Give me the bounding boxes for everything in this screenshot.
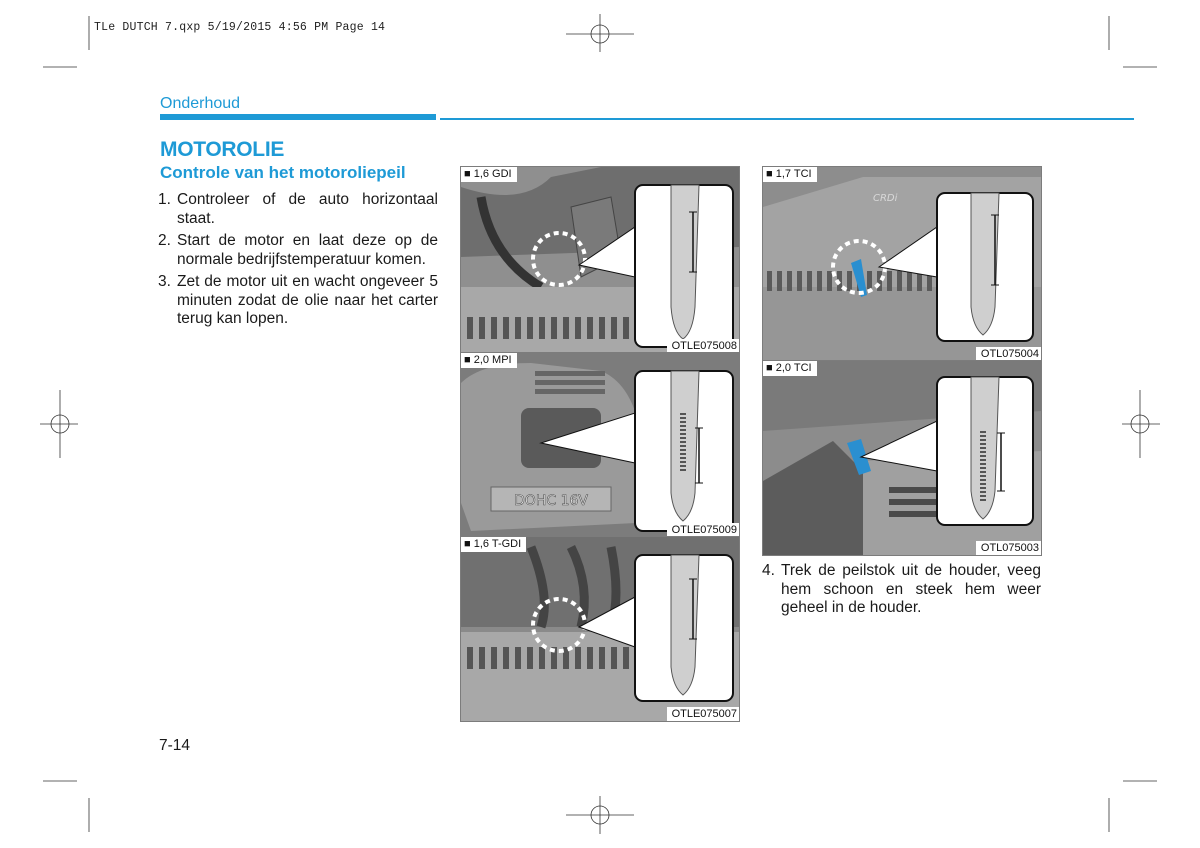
section-rule — [440, 118, 1134, 120]
step-item — [158, 191, 438, 228]
step-list — [158, 191, 438, 333]
engine-illustration — [763, 361, 1041, 555]
page-number: 7-14 — [159, 737, 191, 754]
step-number: 1. — [158, 191, 171, 208]
step-number: 4. — [762, 562, 775, 579]
figure-code: OTLE075007 — [667, 707, 739, 721]
step-number: 2. — [158, 232, 171, 249]
figure-code: OTLE075008 — [667, 339, 739, 353]
figure-label: ■ 2,0 MPI — [461, 353, 517, 368]
step-number: 3. — [158, 273, 171, 290]
engine-illustration — [763, 167, 1041, 361]
step-text: Trek de peilstok uit de houder, veeg hem schoon en steek hem weer geheel in de houder. — [781, 562, 1041, 616]
figure-label: ■ 2,0 TCI — [763, 361, 817, 376]
cover-text: CRDi — [873, 193, 898, 204]
step-item — [158, 273, 438, 329]
engine-illustration — [461, 353, 739, 537]
engine-illustration — [461, 167, 739, 353]
page-title: MOTOROLIE — [160, 138, 285, 161]
page-subtitle: Controle van het motoroliepeil — [160, 163, 406, 182]
print-slug: TLe DUTCH 7.qxp 5/19/2015 4:56 PM Page 14 — [94, 21, 386, 34]
section-header: Onderhoud — [160, 95, 241, 112]
figure-1-6-gdi — [460, 166, 740, 354]
cover-text: DOHC 16V — [514, 493, 588, 509]
figure-2-0-tci — [762, 360, 1042, 556]
step-text: Controleer of de auto horizontaal staat. — [177, 191, 438, 227]
figure-1-6-t-gdi — [460, 536, 740, 722]
step-item — [762, 562, 1041, 618]
figure-label: ■ 1,6 GDI — [461, 167, 517, 182]
step-text: Zet de motor uit en wacht ongeveer 5 minuten zodat de olie naar het carter terug kan lopen. — [177, 273, 438, 327]
figure-2-0-mpi — [460, 352, 740, 538]
step-item — [158, 232, 438, 269]
step-text: Start de motor en laat deze op de normale bedrijfstemperatuur komen. — [177, 232, 438, 268]
figure-code: OTLE075009 — [667, 523, 739, 537]
figure-code: OTL075003 — [976, 541, 1041, 555]
figure-label: ■ 1,7 TCI — [763, 167, 817, 182]
figure-code: OTL075004 — [976, 347, 1041, 361]
figure-label: ■ 1,6 T-GDI — [461, 537, 526, 552]
figure-1-7-tci — [762, 166, 1042, 362]
section-bar — [160, 114, 436, 120]
engine-illustration — [461, 537, 739, 721]
